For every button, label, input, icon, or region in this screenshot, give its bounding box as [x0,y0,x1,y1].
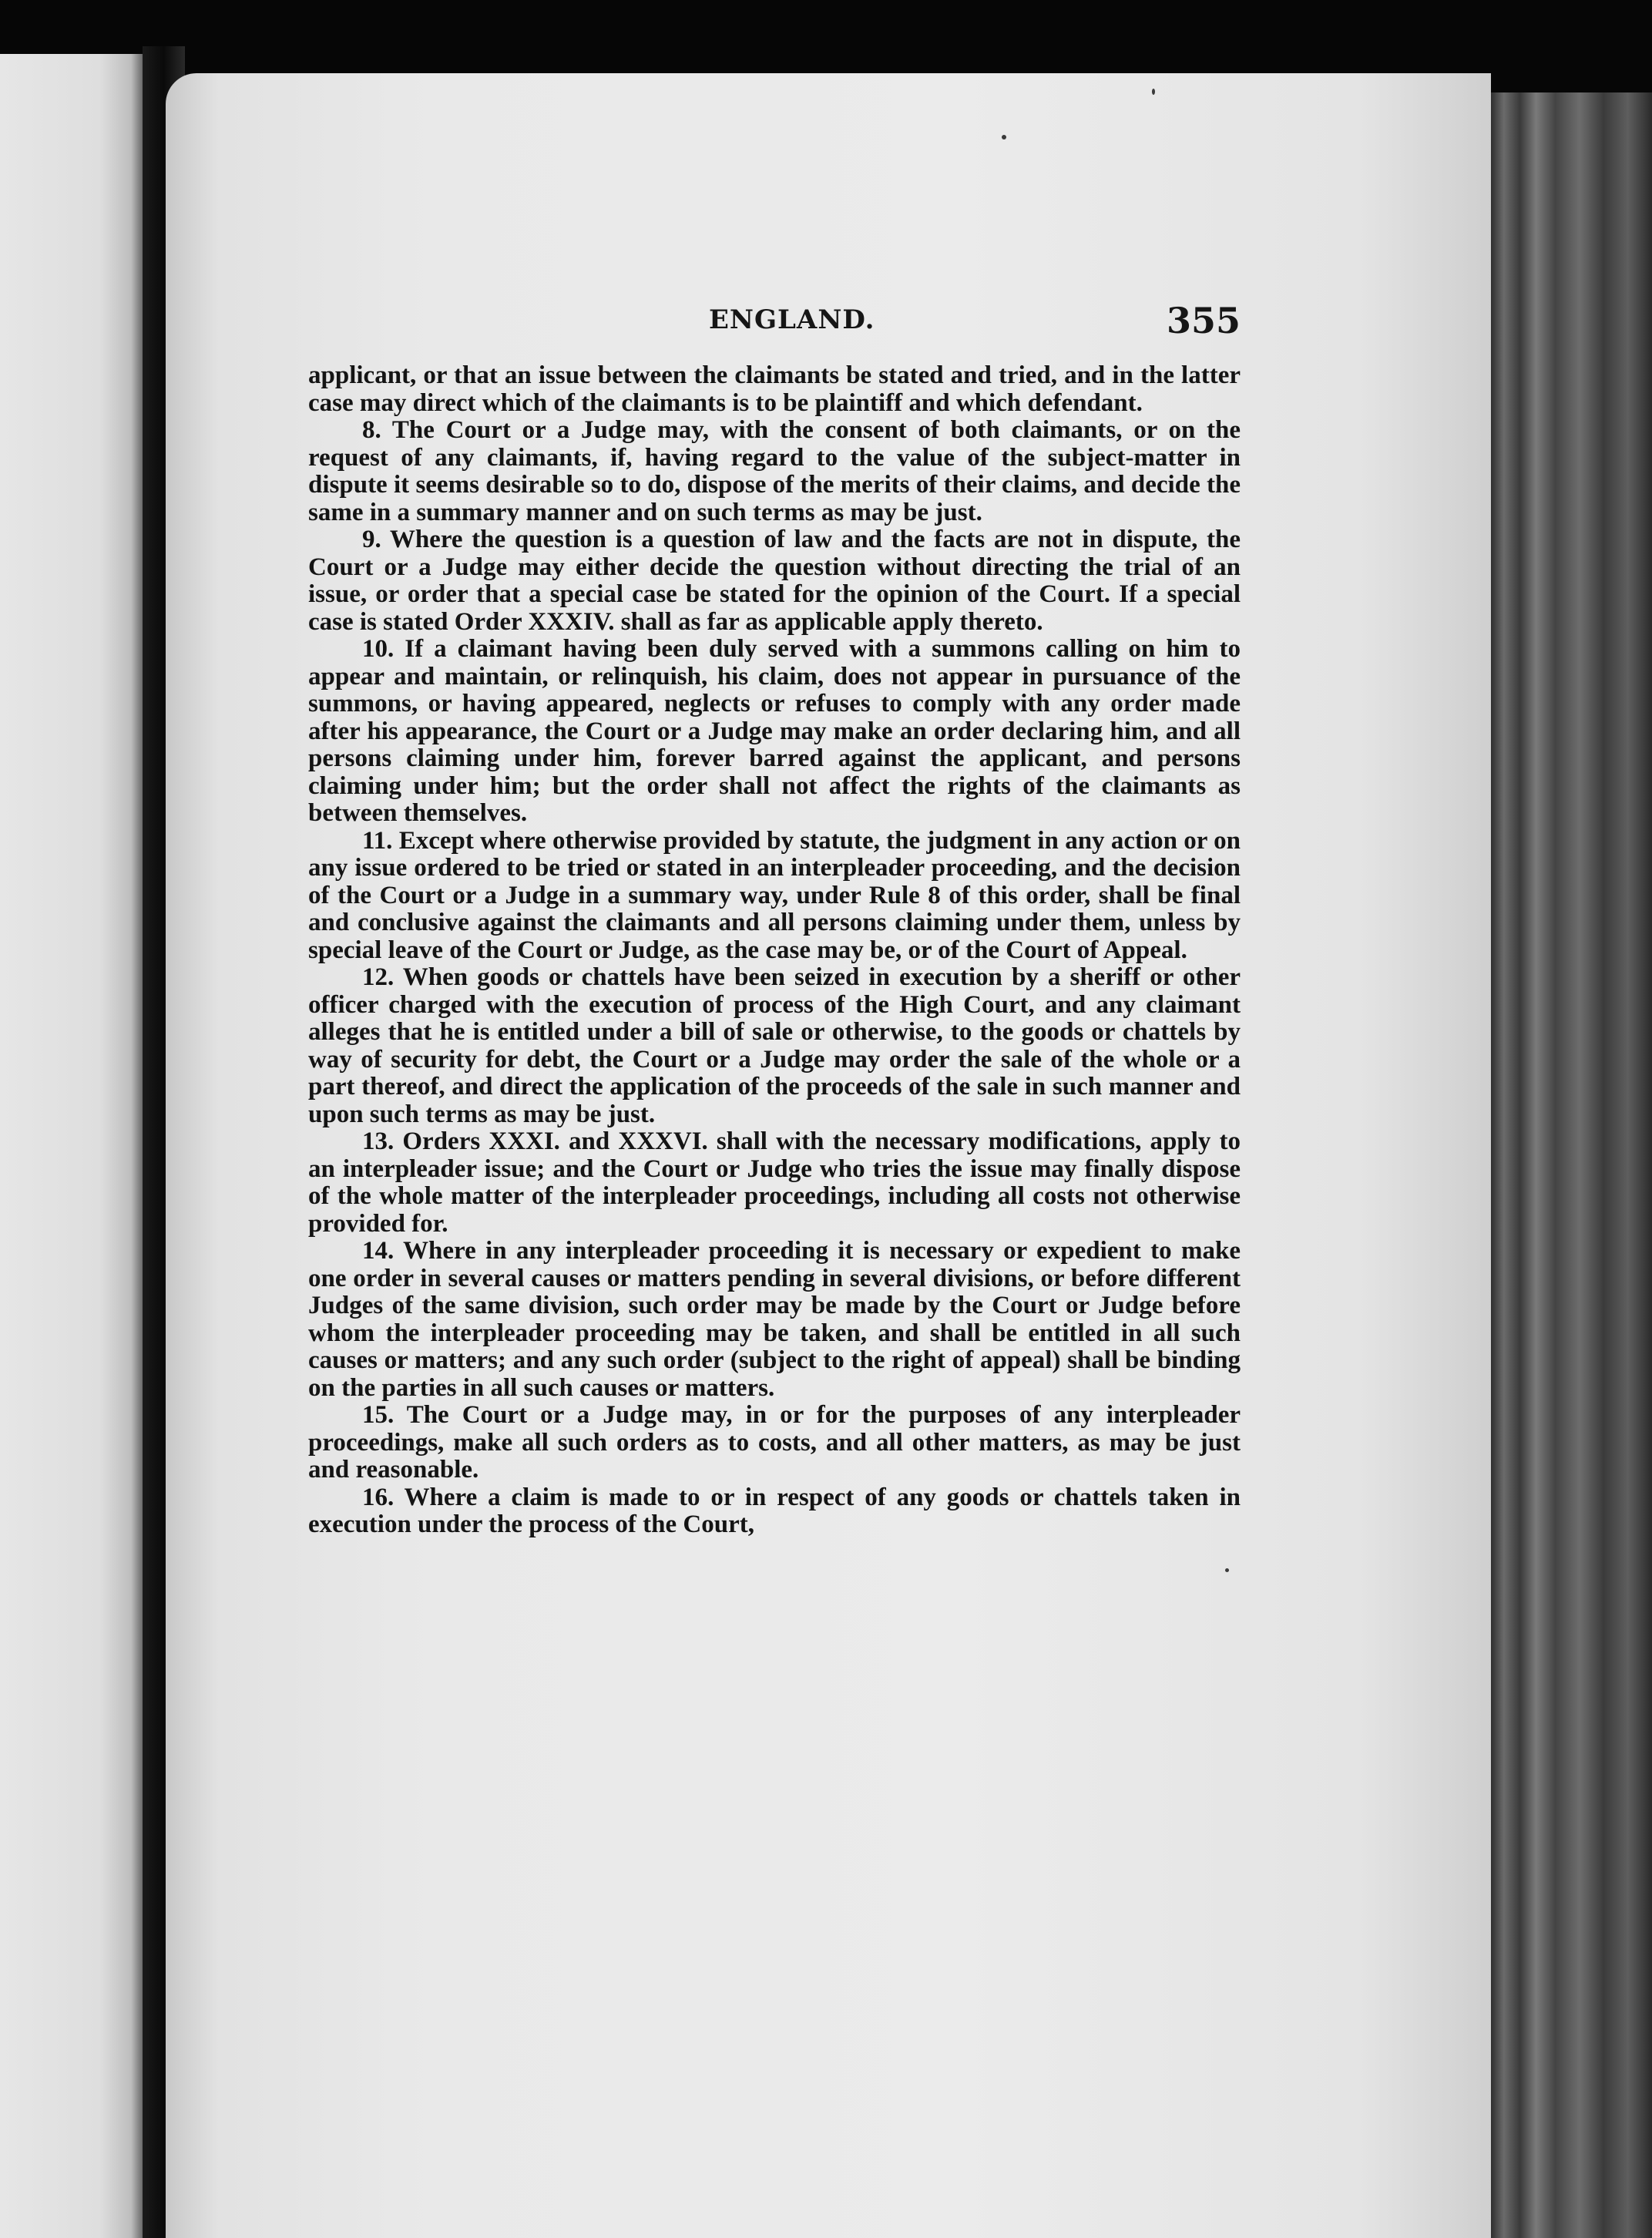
speck-mark [1225,1568,1229,1572]
paragraph-rule-14: 14. Where in any interpleader proceeding it is necessary or expedient to make one order in several causes or matters pending in several divisions, or before different Judges of the same division, such order may be made by the Court or Judge before whom the interpleader proceeding may be taken, and shall be entitled in all such causes or matters; and any such order (subject to the right of appeal) shall be binding on the parties in all such causes or matters. [308,1237,1241,1402]
paragraph-continuation: applicant, or that an issue between the claimants be stated and tried, and in the latter case may direct which of the claimants is to be plaintiff and which defendant. [308,361,1241,417]
page-number: 355 [1166,300,1241,341]
paragraph-rule-11: 11. Except where otherwise provided by statute, the judgment in any action or on any issue ordered to be tried or stated in an interpleader proceeding, and the decision of the Court or a Judge in a summary way, under Rule 8 of this order, shall be final and conclusive against the claimants and all persons claiming under them, unless by special leave of the Court or Judge, as the case may be, or of the Court of Appeal. [308,826,1241,964]
right-book-edge [1491,92,1652,2238]
running-head: ENGLAND. [709,304,875,335]
speck-mark [1002,135,1006,139]
paragraph-rule-15: 15. The Court or a Judge may, in or for the purposes of any interpleader proceedings, make all such orders as to costs, and all other matters, as may be just and reasonable. [308,1401,1241,1484]
paragraph-rule-16: 16. Where a claim is made to or in respect of any goods or chattels taken in execution under the process of the Court, [308,1483,1241,1538]
paragraph-rule-8: 8. The Court or a Judge may, with the consent of both claimants, or on the request of any claimants, if, having regard to the value of the subject-matter in dispute it seems desirable so to do, dispose of the merits of their claims, and decide the same in a summary manner and on such terms as may be just. [308,416,1241,526]
page-body-text [308,362,1241,1539]
page-header [308,300,1241,351]
paragraph-rule-13: 13. Orders XXXI. and XXXVI. shall with the necessary modifications, apply to an interpleader issue; and the Court or Judge who tries the issue may finally dispose of the whole matter of the interpleader proceedings, including all costs not otherwise provided for. [308,1127,1241,1238]
paragraph-rule-12: 12. When goods or chattels have been seized in execution by a sheriff or other officer charged with the execution of process of the High Court, and any claimant alleges that he is entitled under a bill of sale or otherwise, to the goods or chattels by way of security for debt, the Court or a Judge may order the sale of the whole or a part thereof, and direct the application of the proceeds of the sale in such manner and upon such terms as may be just. [308,963,1241,1128]
left-facing-page-edge [0,54,143,2238]
paragraph-rule-10: 10. If a claimant having been duly served with a summons calling on him to appear and maintain, or relinquish, his claim, does not appear in pursuance of the summons, or having appeared, neglects or refuses to comply with any order made after his appearance, the Court or a Judge may make an order declaring him, and all persons claiming under him, forever barred against the applicant, and persons claiming under him; but the order shall not affect the rights of the claimants as between themselves. [308,635,1241,827]
speck-mark [1152,89,1155,95]
paragraph-rule-9: 9. Where the question is a question of law and the facts are not in dispute, the Court or a Judge may either decide the question without directing the trial of an issue, or order that a special case be stated for the opinion of the Court. If a special case is stated Order XXXIV. shall as far as applicable apply thereto. [308,526,1241,636]
